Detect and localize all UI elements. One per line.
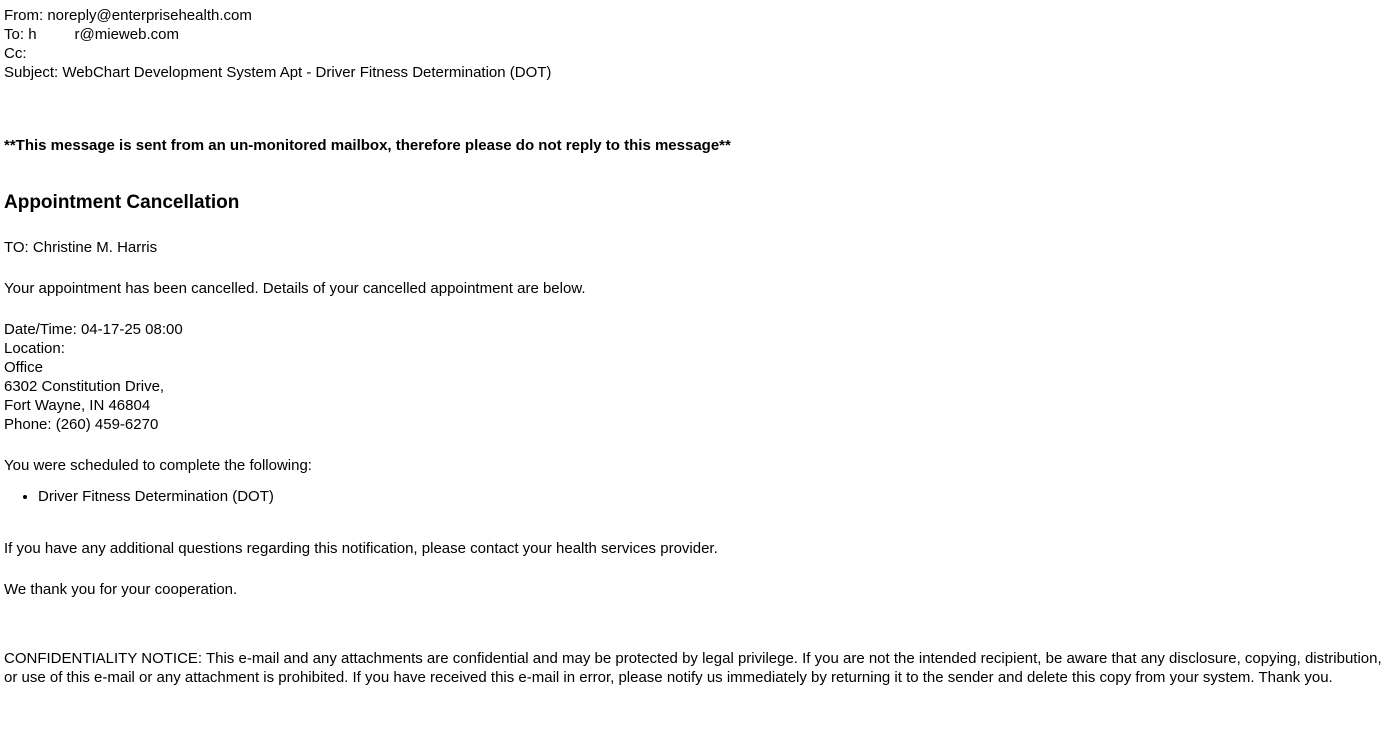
questions-paragraph: If you have any additional questions regarding this notification, please contact your health services provider. [4, 540, 718, 558]
header-from [4, 6, 1399, 25]
to-label: To: [4, 26, 25, 43]
header-to [4, 25, 1399, 44]
email-header-block [4, 6, 1399, 82]
detail-address-line2: Fort Wayne, IN 46804 [4, 396, 151, 414]
to-value-suffix: r@mieweb.com [74, 26, 179, 43]
header-subject [4, 63, 1399, 82]
thanks-paragraph: We thank you for your cooperation. [4, 581, 238, 599]
detail-phone: Phone: (260) 459-6270 [4, 415, 159, 433]
subject-label: Subject: [4, 64, 59, 81]
unmonitored-mailbox-notice: **This message is sent from an un-monitored mailbox, therefore please do not reply to this message** [4, 137, 731, 154]
subject-value: WebChart Development System Apt - Driver Fitness Determination (DOT) [62, 64, 552, 81]
redaction-block [37, 27, 75, 39]
detail-address-line1: 6302 Constitution Drive, [4, 377, 165, 395]
header-cc [4, 44, 1399, 63]
page-title: Appointment Cancellation [4, 192, 240, 214]
detail-location-name: Office [4, 358, 43, 376]
intro-paragraph: Your appointment has been cancelled. Details of your cancelled appointment are below. [4, 279, 586, 297]
header-body-gap [0, 82, 1399, 136]
detail-location-label: Location: [4, 339, 65, 357]
to-value-prefix: h [28, 26, 37, 43]
list-item: • Driver Fitness Determination (DOT) [38, 487, 1399, 507]
recipient-line: TO: Christine M. Harris [4, 238, 158, 256]
scheduled-items-list [0, 487, 1399, 507]
from-label: From: [4, 7, 44, 24]
scheduled-intro: You were scheduled to complete the following: [4, 456, 312, 474]
from-value: noreply@enterprisehealth.com [47, 7, 252, 24]
confidentiality-notice: CONFIDENTIALITY NOTICE: This e-mail and any attachments are confidential and may be protected by legal privilege. If you are not the intended recipient, be aware that any disclosure, copying, distribution, or use of this e-mail or any attachment is prohibited. If you have received this e-mail in error, please notify us immediately by returning it to the sender and delete this copy from your system. Thank you. [4, 650, 1382, 687]
appointment-details [4, 320, 1399, 434]
detail-datetime: Date/Time: 04-17-25 08:00 [4, 320, 183, 338]
cc-label: Cc: [4, 45, 27, 62]
